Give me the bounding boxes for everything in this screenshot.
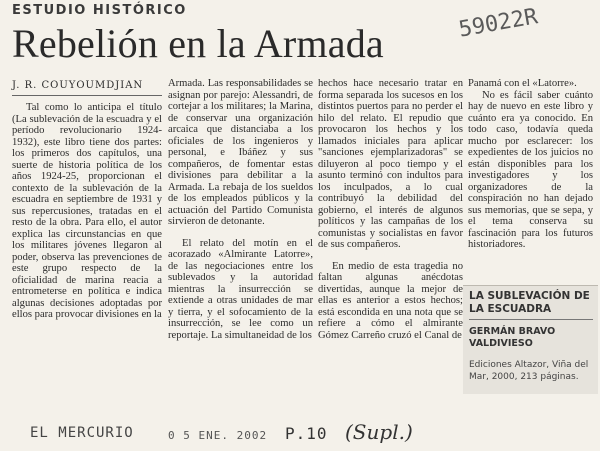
handwritten-code: 59022R xyxy=(457,4,540,43)
book-publication-info: Ediciones Altazor, Viña del Mar, 2000, 213 páginas. xyxy=(469,360,589,382)
section-kicker: ESTUDIO HISTÓRICO xyxy=(12,3,187,18)
column-1 xyxy=(12,102,162,321)
paragraph: Tal como lo anticipa el título (La sublevación de la escuadra y el período revolucionario 1924-1932), este libro tiene dos partes: los primeros dos capítulos, una suerte de historia política de los años 1924-25, proporcionan el contexto de la sublevación de la escuadra en septiembre de 1931 y sus repercusiones, tratadas en el resto de la obra. Para ello, el autor explica las circunstancias en que los militares jóvenes llegaron al poder, observa las prevenciones de este grupo respecto de la oficialidad de marina reacia a entrometerse en política e indica algunas decisiones adoptadas por ellos para provocar divisiones en la xyxy=(12,102,162,320)
book-info-rule xyxy=(469,319,593,320)
date-stamp: 0 5 ENE. 2002 xyxy=(168,429,268,442)
paragraph: El relato del motín en el acorazado «Almirante Latorre», de las negociaciones entre los sublevados y la autoridad mientras la insurrección se extiende a otras unidades de mar y tierra, y el sofocamiento de la insurrección, se lee como un reportaje. La simultaneidad de los xyxy=(168,237,313,341)
handwritten-note: (Supl.) xyxy=(345,420,413,444)
book-author: GERMÁN BRAVO VALDIVIESO xyxy=(469,326,556,349)
column-4 xyxy=(468,78,593,251)
article-title: Rebelión en la Armada xyxy=(12,21,384,66)
column-3 xyxy=(318,78,463,341)
paragraph: En medio de esta tragedia no faltan algunas anécdotas divertidas, aunque la mejor de ellas es anterior a estos hechos; está escondida en una nota que se refiere a cómo el almirante Gómez Carreño cruzó el Canal de xyxy=(318,260,463,341)
paragraph: No es fácil saber cuánto hay de nuevo en este libro y cuánto era ya conocido. En todo caso, todavía queda mucho por esclarecer: los expedientes de los juicios no están disponibles para los investigadores y los organizadores de la conspiración no han dejado sus memorias, que se sepa, y el tema conserva su fascinación para los futuros historiadores. xyxy=(468,89,593,250)
byline: J. R. COUYOUMDJIAN xyxy=(12,80,144,91)
handwritten-page: P.10 xyxy=(285,424,328,443)
book-title: LA SUBLEVACIÓN DE LA ESCUADRA xyxy=(469,290,590,315)
column-2 xyxy=(168,78,313,341)
paragraph: Panamá con el «Latorre». xyxy=(468,78,577,89)
book-info-box xyxy=(463,285,598,394)
paragraph: hechos hace necesario tratar en forma separada los sucesos en los distintos puertos para no perder el hilo del relato. El repudio que provocaron los hechos y los llamados iniciales para aplicar "sanciones ejemplarizadoras" se diluyeron al poco tiempo y el asunto terminó con indultos para los inculpados, a lo cual contribuyó la debilidad del gobierno, el interés de algunos políticos y las campañas de los comunistas y socialistas en favor de sus compañeros. xyxy=(318,78,463,250)
newspaper-name: EL MERCURIO xyxy=(30,425,134,441)
byline-rule xyxy=(12,95,162,96)
paragraph: Armada. Las responsabilidades se asignan por parejo: Alessandri, de cortejar a los militares; la Marina, de conservar una organización arcaica que distanciaba a los oficiales de los ingenieros y personal, e Ibáñez y sus compañeros, de fomentar estas divisiones para debilitar a la Armada. La rebaja de los sueldos de los empleados públicos y la actuación del Partido Comunista sirvieron de detonante. xyxy=(168,78,313,227)
